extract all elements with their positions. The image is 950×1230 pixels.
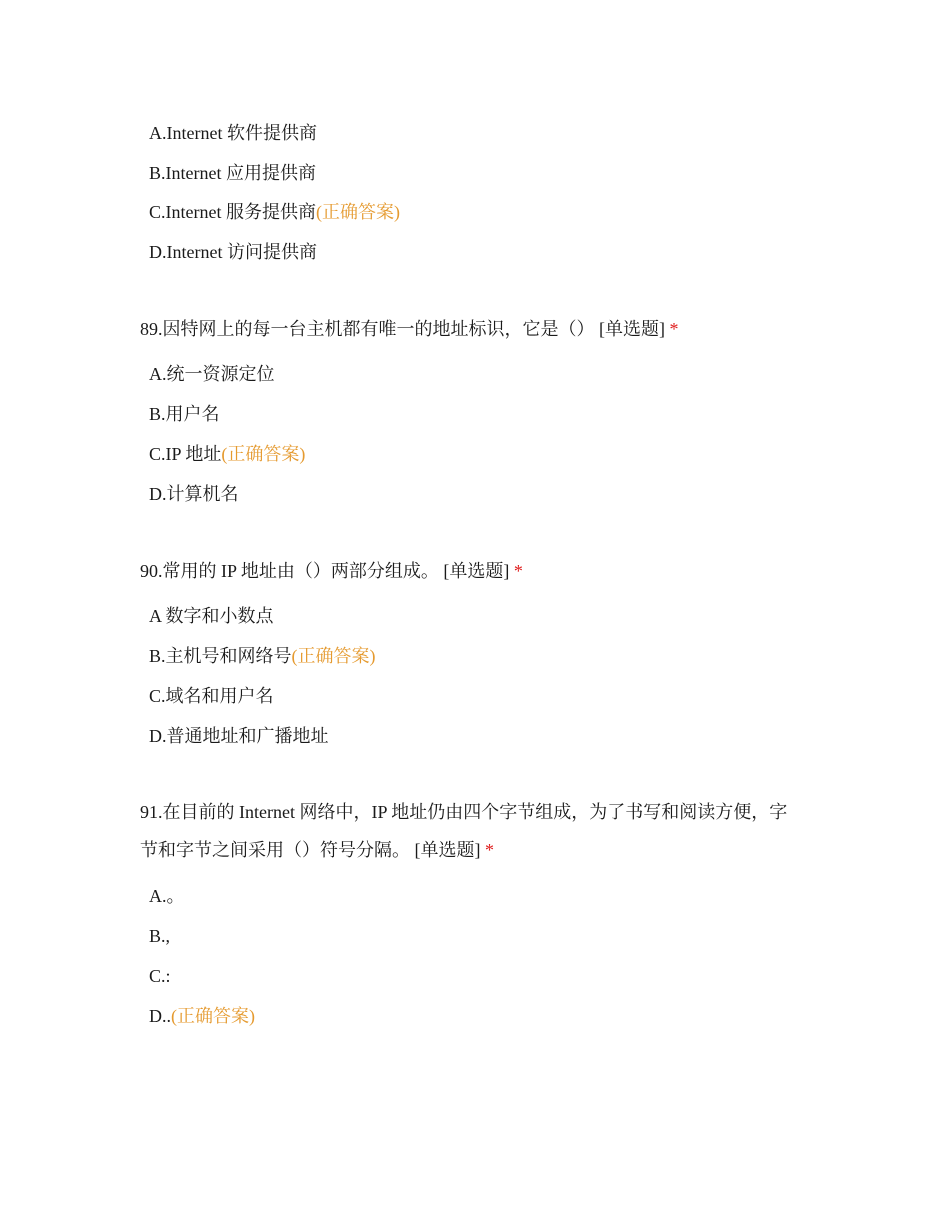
- option-text: D.Internet 访问提供商: [149, 242, 317, 262]
- question-90-text: [140, 552, 820, 590]
- option-text: A.统一资源定位: [149, 364, 275, 384]
- option-89-d: [149, 482, 239, 506]
- option-89-a: [149, 362, 275, 386]
- required-mark: *: [485, 840, 494, 860]
- option-text: B.主机号和网络号: [149, 646, 292, 666]
- option-90-c: [149, 684, 274, 708]
- option-text: C.:: [149, 966, 171, 986]
- correct-answer-tag: (正确答案): [171, 1006, 255, 1026]
- option-89-c: [149, 442, 305, 466]
- question-text-line-1: 91.在目前的 Internet 网络中，IP 地址仍由四个字节组成，为了书写和阅读方便，字: [140, 802, 788, 822]
- option-text: C.Internet 服务提供商: [149, 202, 316, 222]
- question-89-text: [140, 310, 820, 348]
- option-91-a: [149, 884, 185, 908]
- question-text: 89.因特网上的每一台主机都有唯一的地址标识，它是（） [单选题]: [140, 319, 665, 339]
- option-89-b: [149, 402, 220, 426]
- option-text: A 数字和小数点: [149, 606, 274, 626]
- option-88-a: [149, 121, 317, 145]
- option-91-d: [149, 1004, 255, 1028]
- option-text: D.普通地址和广播地址: [149, 726, 329, 746]
- question-text: 90.常用的 IP 地址由（）两部分组成。 [单选题]: [140, 561, 510, 581]
- option-91-b: [149, 924, 170, 948]
- question-text-line-2: [140, 831, 820, 869]
- option-text: C.域名和用户名: [149, 686, 274, 706]
- option-text: A.Internet 软件提供商: [149, 123, 317, 143]
- correct-answer-tag: (正确答案): [221, 444, 306, 464]
- option-88-b: [149, 161, 316, 185]
- correct-answer-tag: (正确答案): [315, 202, 400, 222]
- option-90-d: [149, 724, 329, 748]
- option-88-d: [149, 240, 317, 264]
- option-text: A.。: [149, 886, 185, 906]
- option-text: B.Internet 应用提供商: [149, 163, 316, 183]
- correct-answer-tag: (正确答案): [291, 646, 376, 666]
- question-text: 节和字节之间采用（）符号分隔。 [单选题]: [140, 840, 481, 860]
- question-91-text: [140, 793, 820, 869]
- option-90-b: [149, 644, 376, 668]
- option-text: C.IP 地址: [149, 444, 222, 464]
- option-text: D..: [149, 1006, 171, 1026]
- required-mark: *: [669, 319, 679, 339]
- option-text: B.用户名: [149, 404, 220, 424]
- option-90-a: [149, 604, 274, 628]
- required-mark: *: [513, 561, 523, 581]
- option-text: B.,: [149, 926, 171, 946]
- option-88-c: [149, 200, 400, 224]
- option-91-c: [149, 964, 171, 988]
- option-text: D.计算机名: [149, 484, 239, 504]
